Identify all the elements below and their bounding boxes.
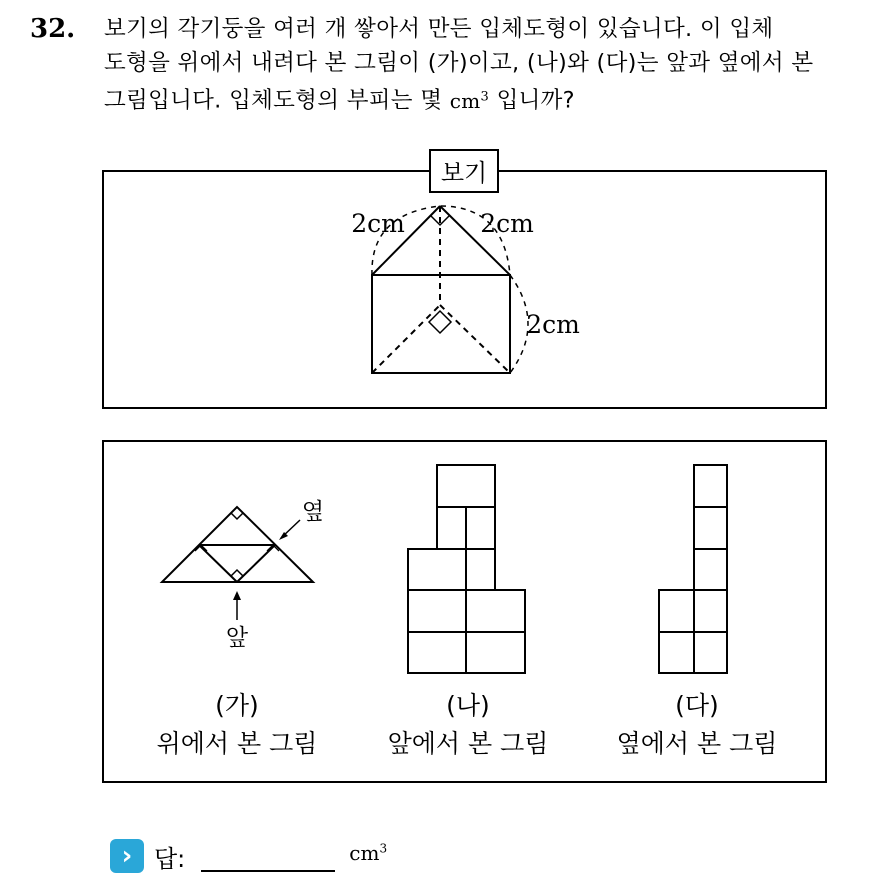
answer-row bbox=[110, 836, 387, 876]
question-line-2: 도형을 위에서 내려다 본 그림이 (가)이고, (나)와 (다)는 앞과 옆에서 본 bbox=[104, 50, 814, 76]
top-view-diagram bbox=[162, 507, 313, 620]
views-box bbox=[103, 441, 826, 782]
caption-front-letter: (나) bbox=[446, 691, 490, 720]
label-side: 옆 bbox=[301, 499, 325, 525]
example-title: 보기 bbox=[440, 159, 488, 187]
question-line-1: 보기의 각기둥을 여러 개 쌓아서 만든 입체도형이 있습니다. 이 입체 bbox=[104, 16, 774, 42]
label-left-edge: 2cm bbox=[351, 209, 405, 238]
answer-blank[interactable] bbox=[201, 840, 335, 872]
front-view-diagram bbox=[408, 465, 525, 673]
question-tail: 입니까? bbox=[489, 87, 575, 114]
chevron-right-icon: › bbox=[110, 839, 144, 873]
example-box bbox=[103, 150, 826, 408]
caption-side-text: 옆에서 본 그림 bbox=[616, 729, 778, 758]
label-right-edge: 2cm bbox=[480, 209, 534, 238]
answer-label: 답: bbox=[154, 844, 186, 873]
question-unit: $cm^3$ bbox=[449, 88, 490, 113]
caption-top-text: 위에서 본 그림 bbox=[156, 729, 318, 758]
side-view-diagram bbox=[659, 465, 727, 673]
caption-front-text: 앞에서 본 그림 bbox=[387, 729, 549, 758]
label-height: 2cm bbox=[526, 310, 580, 339]
caption-top-letter: (가) bbox=[215, 691, 259, 720]
question-number: 32. bbox=[30, 14, 76, 44]
caption-side-letter: (다) bbox=[675, 691, 719, 720]
label-front: 앞 bbox=[225, 625, 249, 651]
question-line-3-text: 그림입니다. 입체도형의 부피는 몇 bbox=[104, 87, 443, 114]
answer-unit: $cm^3$ bbox=[349, 841, 388, 865]
